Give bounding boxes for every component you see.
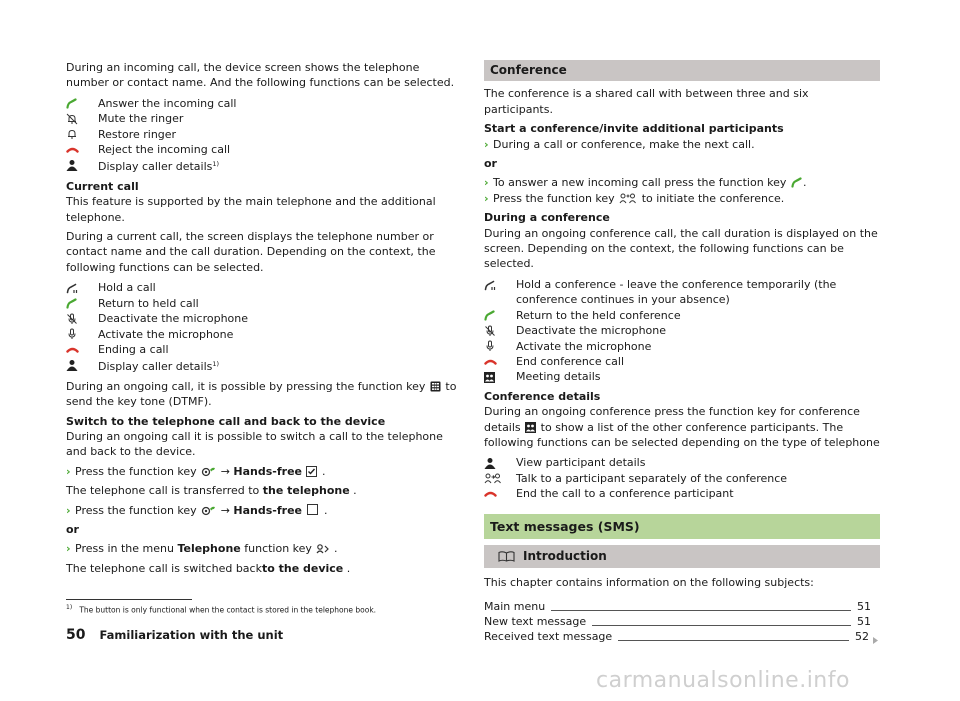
participant-functions-list [484, 455, 880, 501]
function-row [484, 471, 880, 486]
conference-heading: Conference [484, 60, 880, 81]
function-label: Return to the held conference [516, 308, 681, 322]
toc-item[interactable]: Received text message 52 [484, 630, 880, 645]
continue-arrow-icon [871, 636, 880, 645]
bell-icon [66, 127, 98, 142]
conference-join-icon [619, 193, 637, 204]
left-column [66, 60, 462, 580]
function-row [66, 157, 462, 174]
conference-details-title: Conference details [484, 389, 601, 403]
chapter-title: Familiarization with the unit [99, 628, 284, 642]
page-number: 50 [66, 627, 86, 643]
function-row [66, 357, 462, 374]
function-label: Display caller details$^{1)}$ [98, 360, 220, 374]
answer-call-icon [66, 296, 98, 311]
hang-up-icon [66, 142, 98, 157]
current-call-title: Current call [66, 179, 139, 193]
initiate-conference-step: › Press the function key to initiate the conference. [484, 191, 785, 205]
function-row [484, 354, 880, 369]
current-call-functions-list [66, 280, 462, 374]
switch-title: Switch to the telephone call and back to the device [66, 414, 386, 428]
function-row [484, 369, 880, 384]
function-row [484, 277, 880, 308]
keypad-icon [430, 381, 441, 392]
answer-new-call-step: › To answer a new incoming call press the function key . [484, 176, 807, 190]
function-label: Reject the incoming call [98, 143, 231, 157]
watermark: carmanualsonline.info [596, 668, 850, 693]
incoming-intro: During an incoming call, the device screen shows the telephone number or contact name. And the following functions can be selected. [66, 61, 455, 90]
private-talk-icon [484, 471, 516, 486]
phone-settings-icon [201, 466, 216, 477]
function-label: View participant details [516, 456, 646, 470]
transfer-text: The telephone call is transferred to the telephone . [66, 484, 357, 498]
mic-off-icon [484, 323, 516, 338]
during-conference-desc: During an ongoing conference call, the call duration is displayed on the screen. Depending on the context, the following functions can be selected. [484, 226, 878, 271]
footnote-ref: 1) [212, 160, 220, 169]
step-telephone-menu: › Press in the menu Telephone function key . [66, 542, 338, 556]
sms-heading: Text messages (SMS) [484, 514, 880, 539]
answer-call-icon [66, 96, 98, 111]
page-footer [66, 628, 283, 643]
function-label: Restore ringer [98, 127, 177, 141]
person-icon [66, 357, 98, 372]
footnote-rule [66, 599, 192, 600]
person-icon [484, 455, 516, 470]
function-label: Hold a call [98, 281, 156, 295]
incoming-functions-list [66, 96, 462, 175]
function-row [66, 142, 462, 157]
function-label: Deactivate the microphone [98, 312, 249, 326]
step-arrow-icon: › [66, 503, 71, 517]
step-hands-free-on: › Press the function key → Hands-free . [66, 464, 326, 478]
function-label: Ending a call [98, 342, 169, 356]
mic-icon [484, 339, 516, 354]
dtmf-text: During an ongoing call, it is possible by pressing the function key to send the key tone (DTMF). [66, 379, 457, 409]
conference-details-desc: During an ongoing conference press the function key for conference details to show a list of the other conference participants. The following functions can be selected depending on the type of telephone [484, 405, 880, 449]
function-row [66, 280, 462, 295]
function-row [66, 127, 462, 142]
function-label: Deactivate the microphone [516, 324, 667, 338]
step-arrow-icon: › [484, 191, 489, 205]
introduction-desc: This chapter contains information on the following subjects: [484, 576, 814, 590]
step-arrow-icon: › [66, 542, 71, 556]
function-label: End the call to a conference participant [516, 487, 734, 501]
toc-item[interactable]: New text message 51 [484, 615, 871, 629]
start-conference-step: › During a call or conference, make the next call. [484, 137, 755, 151]
hang-up-icon [484, 354, 516, 369]
function-row [484, 486, 880, 501]
step-arrow-icon: › [484, 176, 489, 190]
function-row [484, 339, 880, 354]
footnote-ref: 1) [212, 360, 220, 369]
function-row [484, 308, 880, 323]
function-label: Mute the ringer [98, 112, 184, 126]
meeting-icon [484, 369, 516, 384]
phone-settings-icon [201, 505, 216, 516]
conference-functions-list [484, 277, 880, 385]
function-row [66, 96, 462, 111]
function-label: Return to held call [98, 296, 199, 310]
function-row [66, 111, 462, 126]
function-label: Display caller details$^{1)}$ [98, 160, 220, 174]
switch-desc: During an ongoing call it is possible to switch a call to the telephone and back to the device. [66, 429, 443, 459]
current-call-desc: During a current call, the screen displays the telephone number or contact name and the call duration. Depending on the context, the following functions can be selected. [66, 230, 436, 274]
person-icon [66, 157, 98, 172]
toc-item[interactable]: Main menu 51 [484, 600, 871, 614]
step-hands-free-off: › Press the function key → Hands-free . [66, 503, 328, 517]
during-conference-title: During a conference [484, 211, 610, 225]
function-label: Hold a conference - leave the conference temporarily (the conference continues in your absence) [516, 277, 837, 307]
function-label: Meeting details [516, 370, 601, 384]
function-label: Activate the microphone [516, 339, 652, 353]
right-column [484, 60, 880, 645]
meeting-icon [525, 422, 536, 433]
function-label: Talk to a participant separately of the conference [516, 471, 788, 485]
step-arrow-icon: › [66, 464, 71, 478]
function-label: End conference call [516, 354, 625, 368]
function-label: Answer the incoming call [98, 96, 237, 110]
function-label: Activate the microphone [98, 327, 234, 341]
switched-back-text: The telephone call is switched backto the device . [66, 561, 351, 575]
hold-call-icon [484, 277, 516, 292]
hang-up-icon [66, 342, 98, 357]
checkbox-checked-icon [306, 466, 317, 477]
hang-up-icon [484, 486, 516, 501]
start-conference-title: Start a conference/invite additional participants [484, 122, 784, 136]
introduction-heading: Introduction [484, 545, 880, 568]
mic-off-icon [66, 311, 98, 326]
hold-call-icon [66, 280, 98, 295]
switch-to-device-icon [316, 543, 329, 554]
current-call-support: This feature is supported by the main telephone and the additional telephone. [66, 195, 436, 224]
book-icon [498, 551, 515, 562]
function-row [66, 327, 462, 342]
footnote: $^{1)}$ The button is only functional when the contact is stored in the telephone book. [66, 604, 377, 615]
function-row [66, 296, 462, 311]
checkbox-empty-icon [307, 504, 318, 515]
function-row [484, 323, 880, 338]
function-row [66, 342, 462, 357]
step-arrow-icon: › [484, 137, 489, 151]
conference-intro: The conference is a shared call with between three and six participants. [484, 87, 809, 116]
function-row [66, 311, 462, 326]
mic-icon [66, 327, 98, 342]
or-text: or [484, 157, 497, 171]
or-text: or [66, 522, 79, 536]
function-row [484, 455, 880, 470]
table-of-contents [484, 600, 880, 645]
mute-ringer-icon [66, 111, 98, 126]
answer-call-icon [484, 308, 516, 323]
answer-call-icon [791, 177, 802, 188]
